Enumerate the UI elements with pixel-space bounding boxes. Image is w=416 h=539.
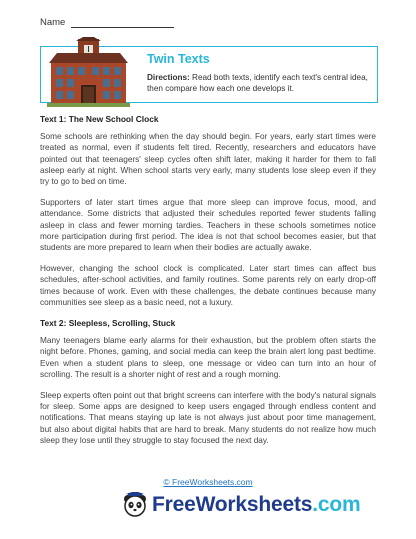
brand-worksheets: Worksheets <box>195 493 313 516</box>
reading-content <box>40 114 376 456</box>
directions <box>147 72 369 94</box>
text1-paragraph-2: Supporters of later start times argue that more sleep can improve focus, mood, and attendance. Some districts that adjusted their schedules reported fewer students falling asleep in class and fewer morning tardies. Teachers in these schools sometimes notice more participation during first period. The idea is not that school becomes easier, but that students are more prepared to learn when their bodies are actually awake. <box>40 198 376 253</box>
name-input-line[interactable] <box>71 18 174 28</box>
text2-paragraph-1: Many teenagers blame early alarms for their exhaustion, but the problem often starts the night before. Phones, gaming, and social media can keep the brain alert long past bedtime. Even when a student plans to sleep, one message or video can turn into an hour of scrolling. The result is a shorter night of rest and a rough morning. <box>40 336 376 379</box>
directions-text: Read both texts, identify each text's central idea, then compare how each one develops it. <box>147 73 368 93</box>
text2-heading: Text 2: Sleepless, Scrolling, Stuck <box>40 318 176 329</box>
panda-mascot-icon <box>122 492 148 518</box>
brand-free: Free <box>152 493 196 516</box>
brand-dotcom: .com <box>312 493 361 516</box>
name-field-row <box>40 17 174 28</box>
school-building-icon <box>47 37 130 107</box>
brand-wordmark <box>152 493 360 517</box>
copyright-link[interactable]: © FreeWorksheets.com <box>163 477 253 487</box>
text2-paragraph-2: Sleep experts often point out that bright screens can interfere with the body's natural signals for sleep. Some apps are designed to keep users engaged through endless content and notifications. That means staying up late is not always just about poor time management, but also about digital habits that are hard to break. Many students do not realize how much sleep they lose until they struggle to stay focused the next day. <box>40 391 376 445</box>
name-label: Name <box>40 17 66 28</box>
worksheet-title: Twin Texts <box>147 52 210 66</box>
text1-paragraph-3: However, changing the school clock is complicated. Later start times can affect bus schedules, after-school activities, and family routines. Some parents rely on early drop-off times because of work. Even with these challenges, the debate continues because many communities see sleep as a basic need, not a luxury. <box>40 264 376 307</box>
text1-heading: Text 1: The New School Clock <box>40 114 159 124</box>
directions-label: Directions: <box>147 73 190 82</box>
text1-paragraph-1: Some schools are rethinking when the day should begin. For years, early start times were treated as normal, even if students felt tired. Recently, researchers and educators have pointed out that teenagers' sleep cycles often shift later, making it harder for them to fall asleep early at night. When school starts very early, many students lose sleep even if they try to go to bed on time. <box>40 132 376 187</box>
brand-logo <box>122 491 360 519</box>
